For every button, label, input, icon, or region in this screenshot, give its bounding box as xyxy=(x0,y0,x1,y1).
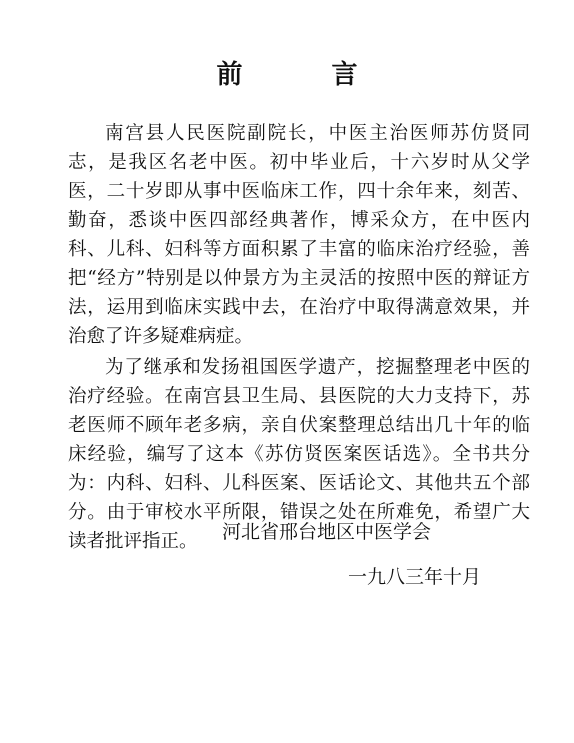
preface-paragraph-1: 南宫县人民医院副院长，中医主治医师苏仿贤同志，是我区名老中医。初中毕业后，十六岁时从父学医，二十岁即从事中医临床工作，四十余年来，刻苦、勤奋，悉谈中医四部经典著作，博采众方，在中医内科、儿科、妇科等方面积累了丰富的临床治疗经验，善把“经方”特别是以仲景方为主灵活的按照中医的辩证方法，运用到临床实践中去，在治疗中取得满意效果，并治愈了许多疑难病症。 xyxy=(68,123,530,347)
preface-paragraph-2: 为了继承和发扬祖国医学遗产，挖掘整理老中医的治疗经验。在南宫县卫生局、县医院的大力支持下，苏老医师不顾年老多病，亲自伏案整理总结出几十年的临床经验，编写了这本《苏仿贤医案医话选》。全书共分为：内科、妇科、儿科医案、医话论文、其他共五个部分。由于审校水平所限，错误之处在所难免，希望广大读者批评指正。 xyxy=(68,357,530,552)
preface-body xyxy=(68,119,530,558)
page-title: 前 言 xyxy=(216,60,398,90)
date-line: 一九八三年十月 xyxy=(348,566,482,588)
author-signature: 河北省邢台地区中医学会 xyxy=(222,521,432,543)
